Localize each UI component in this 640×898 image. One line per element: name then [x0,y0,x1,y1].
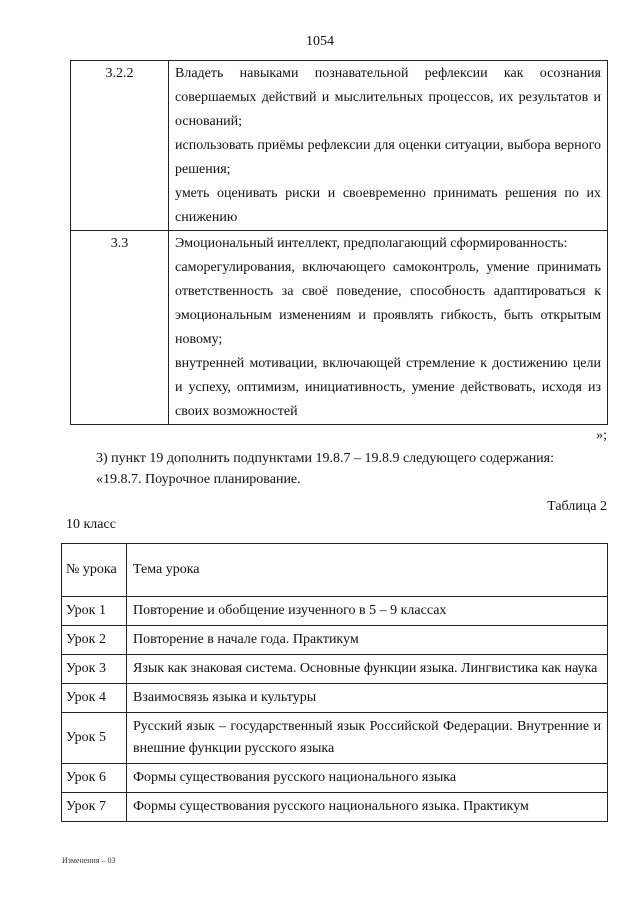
header-topic: Тема урока [127,544,608,597]
row-number: 3.3 [71,231,169,425]
lesson-number: Урок 1 [62,597,127,626]
table-row [62,655,608,684]
lesson-topic: Взаимосвязь языка и культуры [127,684,608,713]
paragraph: Владеть навыками познавательной рефлексии как осознания совершаемых действий и мыслительных процессов, их результатов и оснований; [175,66,601,129]
paragraph: Эмоциональный интеллект, предполагающий сформированность: [175,236,568,251]
row-text [169,61,608,231]
paragraph: уметь оценивать риски и своевременно принимать решения по их снижению [175,186,601,225]
lesson-topic: Формы существования русского национального языка [127,764,608,793]
lesson-number: Урок 2 [62,626,127,655]
closing-quote: »; [596,428,607,443]
table-row [62,713,608,764]
lesson-number: Урок 3 [62,655,127,684]
lesson-topic: Повторение в начале года. Практикум [127,626,608,655]
page-number: 1054 [306,34,334,49]
paragraph: использовать приёмы рефлексии для оценки ситуации, выбора верного решения; [175,138,601,177]
table-row [62,793,608,822]
paragraph: внутренней мотивации, включающей стремление к достижению цели и успеху, оптимизм, инициативность, умение действовать, исходя из своих возможностей [175,356,601,419]
subitem-heading: «19.8.7. Поурочное планирование. [96,472,301,487]
table-row [62,684,608,713]
lesson-topic: Русский язык – государственный язык Российской Федерации. Внутренние и внешние функции русского языка [127,713,608,764]
row-text [169,231,608,425]
lesson-topic: Формы существования русского национального языка. Практикум [127,793,608,822]
grade-label: 10 класс [66,517,116,532]
table-header-row [62,544,608,597]
lesson-number: Урок 5 [62,713,127,764]
competencies-table [70,60,608,425]
lesson-number: Урок 6 [62,764,127,793]
paragraph: саморегулирования, включающего самоконтроль, умение принимать ответственность за своё поведение, способность адаптироваться к эмоциональным изменениям и проявлять гибкость, быть открытым новому; [175,260,601,347]
table-row [62,764,608,793]
lesson-topic: Язык как знаковая система. Основные функции языка. Лингвистика как наука [127,655,608,684]
item-3-text: 3) пункт 19 дополнить подпунктами 19.8.7 – 19.8.9 следующего содержания: [96,451,555,466]
table-row [71,231,608,425]
table-row [62,597,608,626]
footer-revision: Изменения – 03 [62,856,116,865]
header-number: № урока [62,544,127,597]
lesson-plan-table [61,543,608,822]
table-label: Таблица 2 [547,499,607,514]
lesson-number: Урок 4 [62,684,127,713]
table-row [62,626,608,655]
table-row [71,61,608,231]
lesson-number: Урок 7 [62,793,127,822]
lesson-topic: Повторение и обобщение изученного в 5 – 9 классах [127,597,608,626]
row-number: 3.2.2 [71,61,169,231]
